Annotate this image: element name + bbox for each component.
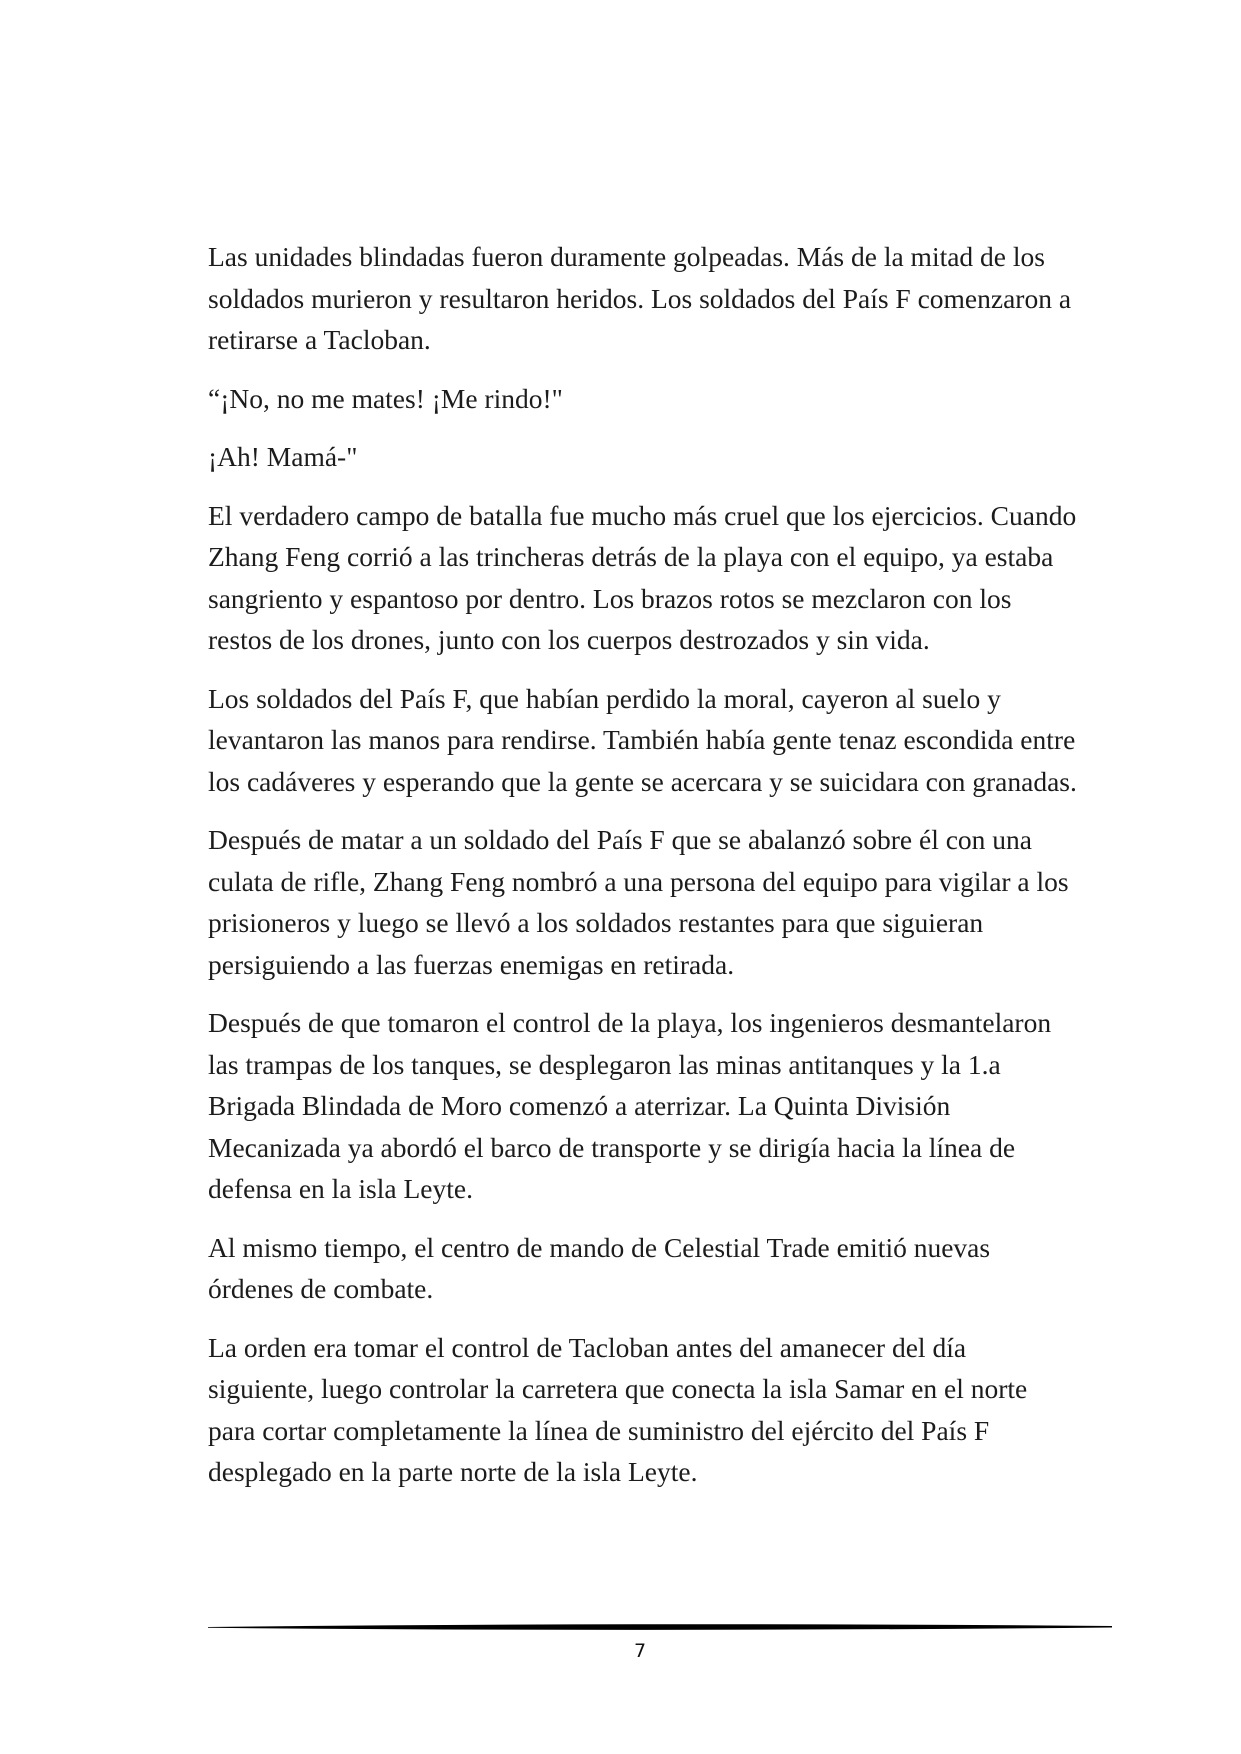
body-text <box>208 236 1078 1510</box>
paragraph: Los soldados del País F, que habían perdido la moral, cayeron al suelo y levantaron las manos para rendirse. También había gente tenaz escondida entre los cadáveres y esperando que la gente se acercara y se suicidara con granadas. <box>208 682 1077 797</box>
paragraph: Después de que tomaron el control de la playa, los ingenieros desmantelaron las trampas de los tanques, se desplegaron las minas antitanques y la 1.a Brigada Blindada de Moro comenzó a aterrizar. La Quinta División Mecanizada ya abordó el barco de transporte y se dirigía hacia la línea de defensa en la isla Leyte. <box>208 1007 1052 1204</box>
paragraph: ¡Ah! Mamá-" <box>208 441 358 472</box>
paragraph: La orden era tomar el control de Tacloban antes del amanecer del día siguiente, luego controlar la carretera que conecta la isla Samar en el norte para cortar completamente la línea de suministro del ejército del País F desplegado en la parte norte de la isla Leyte. <box>208 1331 1028 1487</box>
paragraph: “¡No, no me mates! ¡Me rindo!" <box>208 382 563 414</box>
paragraph: Las unidades blindadas fueron duramente golpeadas. Más de la mitad de los soldados murieron y resultaron heridos. Los soldados del País F comenzaron a retirarse a Tacloban. <box>208 241 1072 355</box>
footer-divider <box>208 1620 1112 1634</box>
page-number: 7 <box>633 1640 647 1662</box>
paragraph: El verdadero campo de batalla fue mucho más cruel que los ejercicios. Cuando Zhang Feng corrió a las trincheras detrás de la playa con el equipo, ya estaba sangriento y espantoso por dentro. Los brazos rotos se mezclaron con los restos de los drones, junto con los cuerpos destrozados y sin vida. <box>208 499 1077 655</box>
paragraph: Al mismo tiempo, el centro de mando de Celestial Trade emitió nuevas órdenes de combate. <box>208 1231 991 1304</box>
paragraph: Después de matar a un soldado del País F que se abalanzó sobre él con una culata de rifle, Zhang Feng nombró a una persona del equipo para vigilar a los prisioneros y luego se llevó a los soldados restantes para que siguieran persiguiendo a las fuerzas enemigas en retirada. <box>208 824 1069 980</box>
